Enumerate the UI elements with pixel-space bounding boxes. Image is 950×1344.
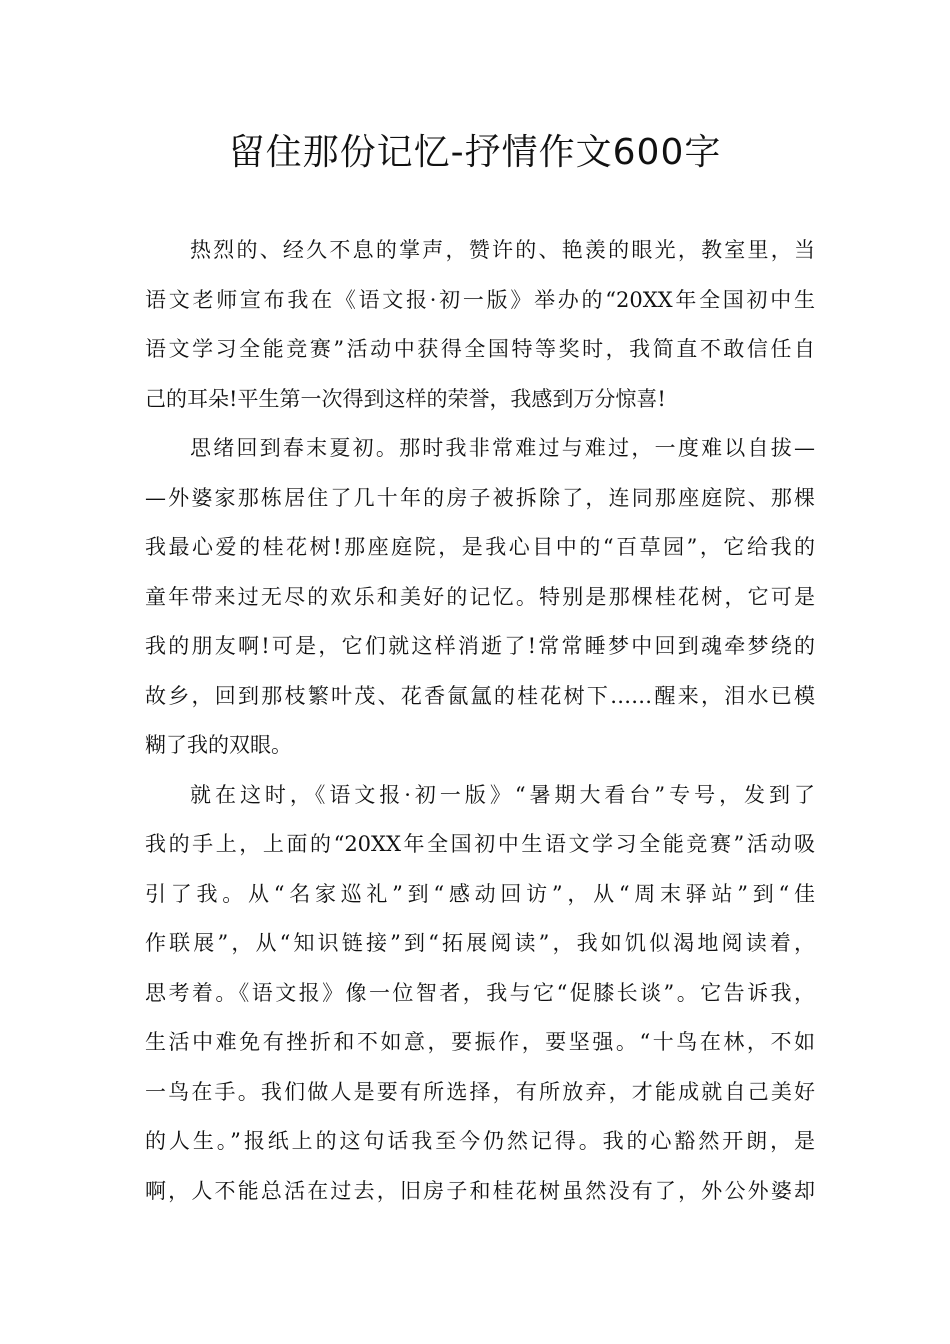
text-line: 的人生。”报纸上的这句话我至今仍然记得。我的心豁然开朗，是 xyxy=(145,1129,815,1153)
text-line: 己的耳朵!平生第一次得到这样的荣誉，我感到万分惊喜! xyxy=(145,386,666,411)
text-line: 语文老师宣布我在《语文报·初一版》举办的“20XX年全国初中生 xyxy=(145,287,815,312)
text-line: 故乡，回到那枝繁叶茂、花香氤氲的桂花树下……醒来，泪水已模 xyxy=(145,683,815,708)
text-line: —外婆家那栋居住了几十年的房子被拆除了，连同那座庭院、那棵 xyxy=(145,485,815,510)
text-line: 糊了我的双眼。 xyxy=(145,733,292,757)
text-line: 我的朋友啊!可是，它们就这样消逝了!常常睡梦中回到魂牵梦绕的 xyxy=(145,634,815,658)
text-line: 啊，人不能总活在过去，旧房子和桂花树虽然没有了，外公外婆却 xyxy=(145,1178,815,1203)
text-line: 作联展”，从“知识链接”到“拓展阅读”，我如饥似渴地阅读着， xyxy=(145,931,815,955)
document-title: 留住那份记忆-抒情作文600字 xyxy=(228,132,722,173)
text-line: 思考着。《语文报》像一位智者，我与它“促膝长谈”。它告诉我， xyxy=(145,980,815,1005)
text-line: 热烈的、经久不息的掌声，赞许的、艳羡的眼光，教室里，当 xyxy=(190,238,815,262)
article-body xyxy=(145,226,815,1216)
text-line: 语文学习全能竞赛”活动中获得全国特等奖时，我简直不敢信任自 xyxy=(145,337,815,361)
text-line: 就在这时，《语文报·初一版》“暑期大看台”专号，发到了 xyxy=(190,782,815,807)
text-line: 引了我。从“名家巡礼”到“感动回访”，从“周末驿站”到“佳 xyxy=(145,881,815,906)
text-line: 我最心爱的桂花树!那座庭院，是我心目中的“百草园”，它给我的 xyxy=(145,535,815,559)
text-line: 童年带来过无尽的欢乐和美好的记忆。特别是那棵桂花树，它可是 xyxy=(145,584,815,609)
text-line: 一鸟在手。我们做人是要有所选择，有所放弃，才能成就自己美好 xyxy=(145,1079,815,1104)
text-line: 我的手上，上面的“20XX年全国初中生语文学习全能竞赛”活动吸 xyxy=(145,832,815,856)
text-line: 生活中难免有挫折和不如意，要振作，要坚强。“十鸟在林，不如 xyxy=(145,1030,815,1054)
text-line: 思绪回到春末夏初。那时我非常难过与难过，一度难以自拔— xyxy=(190,436,815,460)
